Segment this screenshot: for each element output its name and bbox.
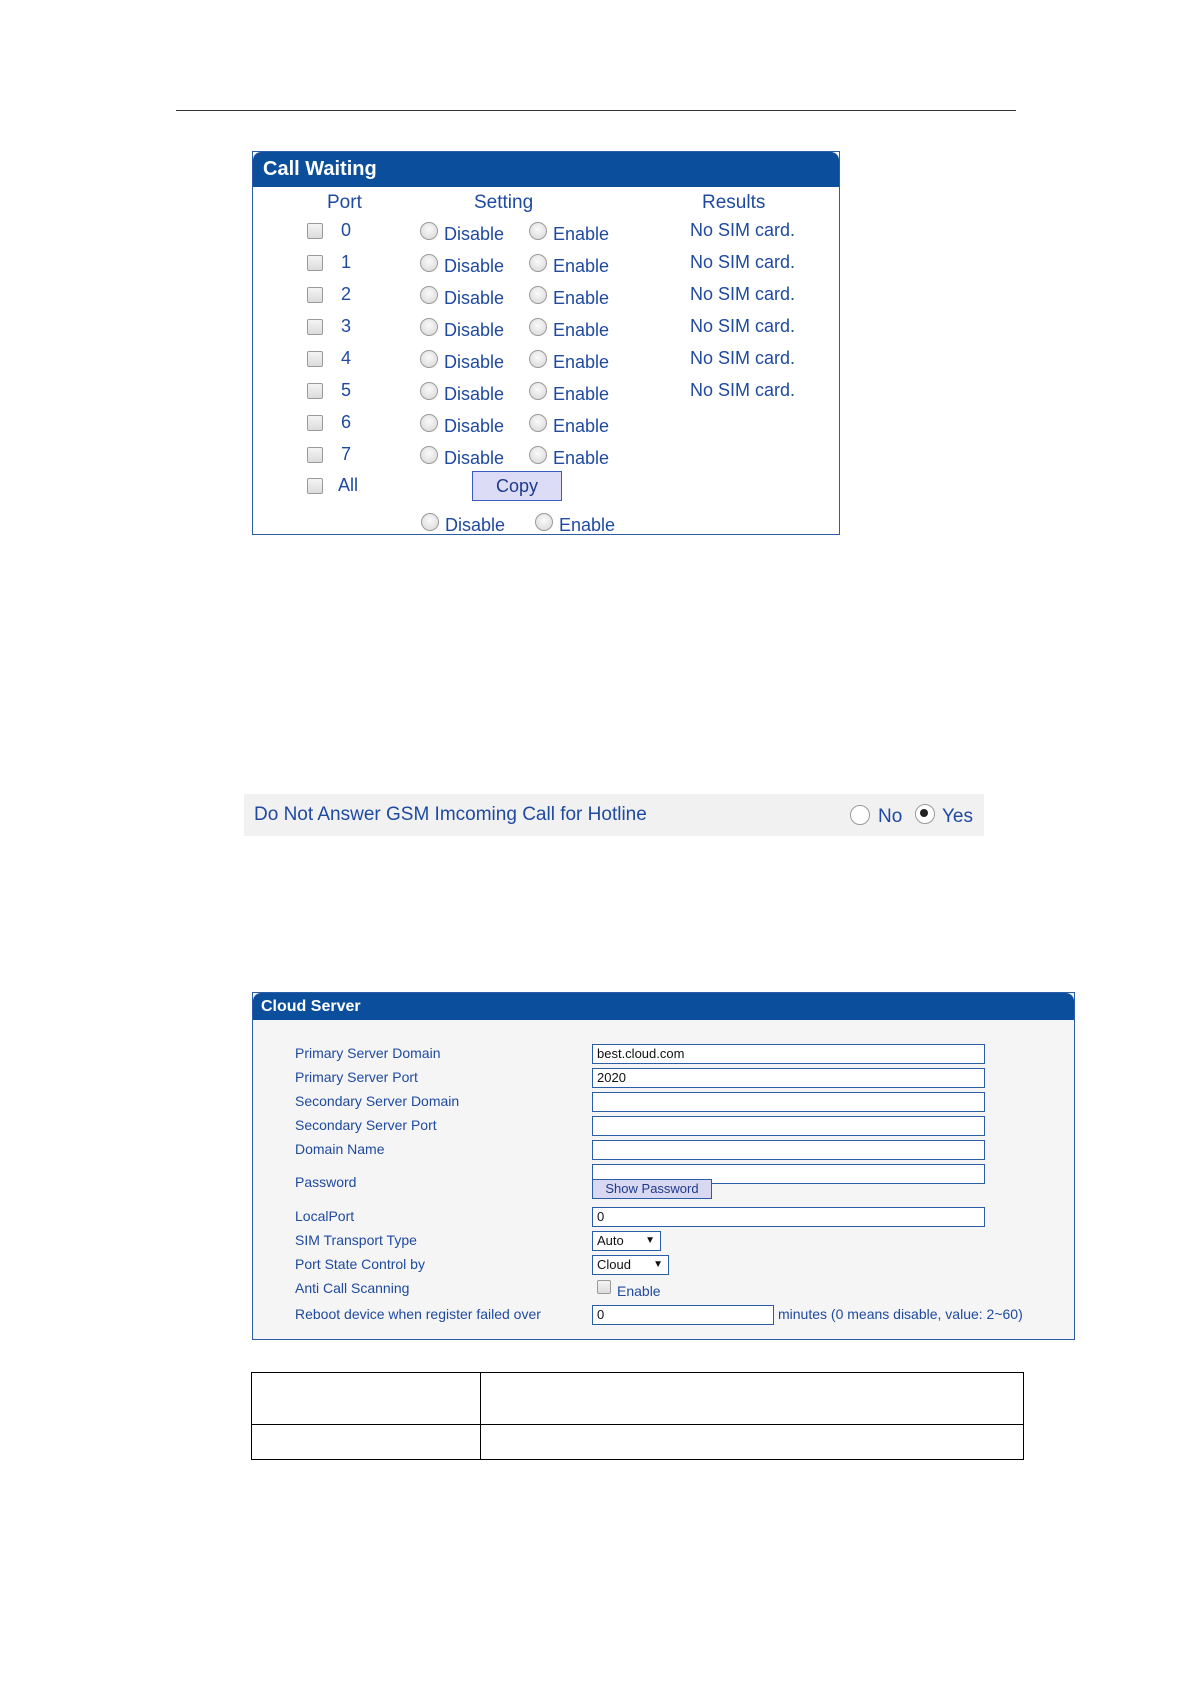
disable-radio[interactable]: [420, 222, 438, 240]
secondary-server-domain-input[interactable]: [592, 1092, 985, 1112]
table-row: [252, 1373, 1024, 1425]
hotline-no-radio[interactable]: [850, 805, 870, 825]
table-cell: [252, 1425, 481, 1460]
enable-radio[interactable]: [529, 286, 547, 304]
port-number: 4: [341, 348, 352, 368]
primary-server-domain-label: Primary Server Domain: [295, 1045, 441, 1061]
port-state-control-label: Port State Control by: [295, 1256, 425, 1272]
enable-radio[interactable]: [529, 222, 547, 240]
enable-label: Enable: [553, 352, 610, 372]
hotline-no-label: No: [878, 806, 903, 827]
disable-radio[interactable]: [420, 254, 438, 272]
enable-label: Enable: [553, 256, 610, 276]
table-row: [252, 1425, 1024, 1460]
port-checkbox[interactable]: [307, 383, 323, 399]
all-disable-radio[interactable]: [421, 513, 439, 531]
port-number: 1: [341, 252, 352, 272]
port-checkbox[interactable]: [307, 447, 323, 463]
port-number: 6: [341, 412, 352, 432]
sim-transport-type-label: SIM Transport Type: [295, 1232, 417, 1248]
anti-call-scanning-checkbox[interactable]: [597, 1280, 611, 1294]
all-enable-label: Enable: [559, 515, 616, 535]
enable-radio[interactable]: [529, 254, 547, 272]
anti-call-scanning-label: Anti Call Scanning: [295, 1280, 410, 1296]
port-result: No SIM card.: [690, 316, 796, 336]
port-row: [253, 442, 839, 472]
port-state-control-select[interactable]: [592, 1255, 669, 1275]
empty-table: [251, 1372, 1024, 1460]
reboot-threshold-input[interactable]: 0: [592, 1305, 774, 1325]
all-ports-checkbox[interactable]: [307, 478, 323, 494]
enable-label: Enable: [553, 384, 610, 404]
port-row: [253, 218, 839, 248]
port-column-header: Port: [327, 192, 362, 213]
cloud-server-panel: [252, 992, 1075, 1340]
port-row: [253, 346, 839, 376]
show-password-button[interactable]: Show Password: [592, 1179, 712, 1199]
disable-radio[interactable]: [420, 382, 438, 400]
port-checkbox[interactable]: [307, 319, 323, 335]
port-number: 3: [341, 316, 352, 336]
enable-label: Enable: [553, 416, 610, 436]
sim-transport-type-value: Auto: [597, 1233, 624, 1248]
hotline-setting-bar: [244, 794, 984, 836]
port-number: 0: [341, 220, 352, 240]
port-checkbox[interactable]: [307, 351, 323, 367]
enable-radio[interactable]: [529, 446, 547, 464]
enable-label: Enable: [553, 448, 610, 468]
domain-name-label: Domain Name: [295, 1141, 385, 1157]
enable-label: Enable: [553, 288, 610, 308]
table-cell: [481, 1425, 1024, 1460]
port-checkbox[interactable]: [307, 223, 323, 239]
port-row: [253, 410, 839, 440]
secondary-server-domain-label: Secondary Server Domain: [295, 1093, 460, 1109]
disable-label: Disable: [444, 320, 505, 340]
port-checkbox[interactable]: [307, 255, 323, 271]
port-row: [253, 250, 839, 280]
reboot-threshold-hint: minutes (0 means disable, value: 2~60): [778, 1306, 1023, 1322]
enable-radio[interactable]: [529, 350, 547, 368]
call-waiting-title: Call Waiting: [253, 152, 839, 187]
disable-label: Disable: [444, 384, 505, 404]
table-cell: [252, 1373, 481, 1425]
primary-server-port-input[interactable]: 2020: [592, 1068, 985, 1088]
sim-transport-type-select[interactable]: [592, 1231, 661, 1251]
disable-radio[interactable]: [420, 350, 438, 368]
port-row: [253, 378, 839, 408]
hotline-label: Do Not Answer GSM Imcoming Call for Hotline: [254, 804, 647, 825]
disable-radio[interactable]: [420, 446, 438, 464]
dropdown-arrow-icon: ▼: [645, 1235, 655, 1246]
port-result: No SIM card.: [690, 252, 796, 272]
reboot-threshold-label: Reboot device when register failed over: [295, 1306, 541, 1322]
table-cell: [481, 1373, 1024, 1425]
all-disable-label: Disable: [445, 515, 506, 535]
disable-label: Disable: [444, 352, 505, 372]
enable-radio[interactable]: [529, 318, 547, 336]
enable-label: Enable: [553, 224, 610, 244]
password-label: Password: [295, 1174, 357, 1190]
port-number: 5: [341, 380, 352, 400]
domain-name-input[interactable]: [592, 1140, 985, 1160]
all-enable-radio[interactable]: [535, 513, 553, 531]
port-checkbox[interactable]: [307, 415, 323, 431]
disable-radio[interactable]: [420, 414, 438, 432]
port-row: [253, 314, 839, 344]
disable-label: Disable: [444, 288, 505, 308]
setting-column-header: Setting: [474, 192, 534, 213]
localport-label: LocalPort: [295, 1208, 355, 1224]
port-result: No SIM card.: [690, 284, 796, 304]
port-checkbox[interactable]: [307, 287, 323, 303]
primary-server-port-label: Primary Server Port: [295, 1069, 418, 1085]
secondary-server-port-label: Secondary Server Port: [295, 1117, 437, 1133]
hotline-yes-radio[interactable]: [915, 804, 935, 824]
port-number: 2: [341, 284, 352, 304]
page-header-rule: [176, 110, 1016, 111]
disable-label: Disable: [444, 416, 505, 436]
cloud-server-title: Cloud Server: [253, 993, 1074, 1020]
copy-button[interactable]: Copy: [472, 471, 562, 501]
port-result: No SIM card.: [690, 220, 796, 240]
disable-radio[interactable]: [420, 286, 438, 304]
port-result: No SIM card.: [690, 348, 796, 368]
localport-input[interactable]: 0: [592, 1207, 985, 1227]
enable-radio[interactable]: [529, 382, 547, 400]
primary-server-domain-input[interactable]: best.cloud.com: [592, 1044, 985, 1064]
port-state-control-value: Cloud: [597, 1257, 631, 1272]
call-waiting-panel: [252, 151, 840, 535]
enable-radio[interactable]: [529, 414, 547, 432]
dropdown-arrow-icon: ▼: [653, 1259, 663, 1270]
anti-call-scanning-enable-label: Enable: [617, 1283, 661, 1299]
disable-label: Disable: [444, 224, 505, 244]
hotline-yes-label: Yes: [942, 806, 973, 827]
disable-label: Disable: [444, 256, 505, 276]
secondary-server-port-input[interactable]: [592, 1116, 985, 1136]
port-number: 7: [341, 444, 352, 464]
results-column-header: Results: [702, 192, 766, 213]
disable-label: Disable: [444, 448, 505, 468]
disable-radio[interactable]: [420, 318, 438, 336]
port-result: No SIM card.: [690, 380, 796, 400]
enable-label: Enable: [553, 320, 610, 340]
port-row: [253, 282, 839, 312]
all-ports-label: All: [338, 475, 359, 495]
